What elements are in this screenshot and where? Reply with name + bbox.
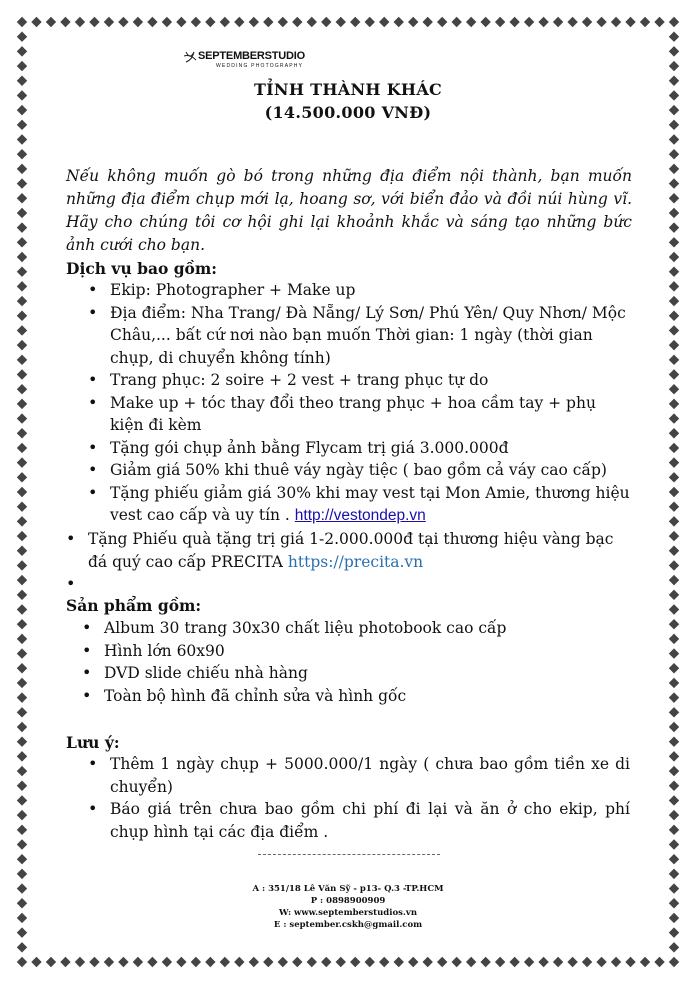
- border-diamond: [553, 17, 563, 27]
- border-diamond: [669, 164, 679, 174]
- border-diamond: [625, 957, 635, 967]
- border-diamond: [669, 311, 679, 321]
- border-diamond: [336, 17, 346, 27]
- border-diamond: [278, 957, 288, 967]
- border-diamond: [466, 17, 476, 27]
- border-diamond: [147, 957, 157, 967]
- border-diamond: [669, 736, 679, 746]
- border-diamond: [17, 766, 27, 776]
- border-diamond: [336, 957, 346, 967]
- border-diamond: [669, 648, 679, 658]
- border-diamond: [17, 311, 27, 321]
- logo-tagline: WEDDING PHOTOGRAPHY: [216, 63, 304, 69]
- border-diamond: [17, 222, 27, 232]
- border-diamond: [669, 590, 679, 600]
- border-diamond: [17, 619, 27, 629]
- border-diamond: [17, 722, 27, 732]
- logo-name: SEPTEMBERSTUDIO: [198, 50, 306, 62]
- footer-website: W: www.septemberstudios.vn: [278, 908, 417, 918]
- border-diamond: [17, 678, 27, 688]
- border-diamond: [17, 266, 27, 276]
- border-diamond: [669, 325, 679, 335]
- border-diamond: [596, 17, 606, 27]
- border-diamond: [509, 957, 519, 967]
- border-diamond: [321, 957, 331, 967]
- border-diamond: [17, 413, 27, 423]
- border-diamond: [17, 957, 27, 967]
- border-diamond: [669, 781, 679, 791]
- border-diamond: [480, 17, 490, 27]
- border-diamond: [205, 957, 215, 967]
- border-diamond: [17, 604, 27, 614]
- border-diamond: [451, 17, 461, 27]
- border-diamond: [365, 957, 375, 967]
- border-diamond: [350, 957, 360, 967]
- list-item: • Tặng gói chụp ảnh bằng Flycam trị giá 3.000.000đ: [110, 437, 632, 460]
- border-diamond: [17, 546, 27, 556]
- border-diamond: [669, 281, 679, 291]
- list-item: [110, 482, 632, 528]
- border-diamond: [234, 957, 244, 967]
- list-item: • DVD slide chiếu nhà hàng: [104, 662, 632, 685]
- border-diamond: [365, 17, 375, 27]
- border-diamond: [669, 193, 679, 203]
- studio-logo: [182, 48, 306, 72]
- border-diamond: [408, 17, 418, 27]
- border-diamond: [669, 487, 679, 497]
- border-diamond: [307, 957, 317, 967]
- border-diamond: [669, 252, 679, 262]
- border-diamond: [220, 957, 230, 967]
- list-item: • Make up + tóc thay đổi theo trang phục + hoa cầm tay + phụ kiện đi kèm: [110, 392, 632, 437]
- list-item: • Album 30 trang 30x30 chất liệu photobook cao cấp: [104, 617, 632, 640]
- border-diamond: [234, 17, 244, 27]
- border-diamond: [669, 17, 679, 27]
- border-diamond: [596, 957, 606, 967]
- border-diamond: [17, 252, 27, 262]
- gift-text: Tặng Phiếu quà tặng trị giá 1-2.000.000đ tại thương hiệu vàng bạc đá quý cao cấp PRECITA: [88, 530, 614, 571]
- border-diamond: [17, 810, 27, 820]
- border-diamond: [17, 692, 27, 702]
- price-title: (14.500.000 VNĐ): [264, 103, 432, 122]
- border-diamond: [437, 17, 447, 27]
- footer-address: A : 351/18 Lê Văn Sỹ - p13- Q.3 -TP.HCM: [252, 884, 444, 894]
- border-diamond: [60, 957, 70, 967]
- border-diamond: [17, 208, 27, 218]
- border-diamond: [669, 957, 679, 967]
- border-diamond: [17, 795, 27, 805]
- border-diamond: [538, 957, 548, 967]
- border-diamond: [17, 164, 27, 174]
- border-diamond: [669, 501, 679, 511]
- list-item: • Trang phục: 2 soire + 2 vest + trang phục tự do: [110, 369, 632, 392]
- border-diamond: [669, 222, 679, 232]
- border-diamond: [669, 340, 679, 350]
- border-diamond: [89, 957, 99, 967]
- border-diamond: [669, 560, 679, 570]
- border-diamond: [451, 957, 461, 967]
- border-diamond: [669, 384, 679, 394]
- border-diamond: [17, 781, 27, 791]
- border-diamond: [321, 17, 331, 27]
- border-diamond: [31, 957, 41, 967]
- gift-list: [88, 528, 632, 596]
- border-diamond: [17, 825, 27, 835]
- border-diamond: [17, 663, 27, 673]
- border-diamond: [669, 516, 679, 526]
- border-diamond: [669, 692, 679, 702]
- border-diamond: [669, 237, 679, 247]
- border-diamond: [524, 17, 534, 27]
- border-diamond: [669, 678, 679, 688]
- list-item: [88, 528, 632, 573]
- border-diamond: [17, 443, 27, 453]
- border-diamond: [118, 957, 128, 967]
- border-diamond: [17, 178, 27, 188]
- border-diamond: [17, 869, 27, 879]
- border-diamond: [60, 17, 70, 27]
- border-diamond: [17, 634, 27, 644]
- border-diamond: [17, 61, 27, 71]
- border-diamond: [408, 957, 418, 967]
- empty-list-item: [88, 573, 632, 596]
- border-diamond: [17, 31, 27, 41]
- border-diamond: [46, 957, 56, 967]
- border-diamond: [249, 957, 259, 967]
- border-diamond: [582, 957, 592, 967]
- border-diamond: [437, 957, 447, 967]
- border-diamond: [669, 178, 679, 188]
- border-diamond: [669, 399, 679, 409]
- border-diamond: [669, 722, 679, 732]
- list-item: • Giảm giá 50% khi thuê váy ngày tiệc ( bao gồm cả váy cao cấp): [110, 459, 632, 482]
- border-diamond: [394, 957, 404, 967]
- border-diamond: [17, 355, 27, 365]
- border-diamond: [625, 17, 635, 27]
- border-diamond: [292, 957, 302, 967]
- border-diamond: [17, 487, 27, 497]
- border-diamond: [669, 810, 679, 820]
- border-diamond: [89, 17, 99, 27]
- border-diamond: [17, 707, 27, 717]
- border-diamond: [104, 17, 114, 27]
- border-diamond: [509, 17, 519, 27]
- list-item: • Ekip: Photographer + Make up: [110, 279, 632, 302]
- border-diamond: [495, 957, 505, 967]
- border-diamond: [669, 428, 679, 438]
- border-diamond: [307, 17, 317, 27]
- border-diamond: [17, 648, 27, 658]
- border-diamond: [640, 17, 650, 27]
- border-diamond: [17, 516, 27, 526]
- border-diamond: [17, 340, 27, 350]
- border-diamond: [133, 17, 143, 27]
- list-item: • Thêm 1 ngày chụp + 5000.000/1 ngày ( chưa bao gồm tiền xe di chuyển): [110, 753, 630, 798]
- border-diamond: [582, 17, 592, 27]
- border-diamond: [17, 501, 27, 511]
- footer-divider: [258, 854, 440, 855]
- border-diamond: [669, 854, 679, 864]
- border-diamond: [17, 325, 27, 335]
- border-diamond: [17, 736, 27, 746]
- border-diamond: [17, 457, 27, 467]
- border-diamond: [75, 17, 85, 27]
- border-diamond: [654, 17, 664, 27]
- border-diamond: [17, 237, 27, 247]
- list-item: • Địa điểm: Nha Trang/ Đà Nẵng/ Lý Sơn/ Phú Yên/ Quy Nhơn/ Mộc Châu,... bất cứ nơi nào bạn muốn Thời gian: 1 ngày (thời gian chụp, di chuyển không tính): [110, 302, 632, 370]
- border-diamond: [524, 957, 534, 967]
- border-diamond: [480, 957, 490, 967]
- border-diamond: [17, 560, 27, 570]
- border-diamond: [17, 854, 27, 864]
- border-diamond: [220, 17, 230, 27]
- vest-link[interactable]: http://vestondep.vn: [294, 507, 426, 524]
- border-diamond: [669, 413, 679, 423]
- border-diamond: [133, 957, 143, 967]
- list-item: • Báo giá trên chưa bao gồm chi phí đi lại và ăn ở cho ekip, phí chụp hình tại các địa điểm .: [110, 798, 630, 843]
- border-diamond: [17, 575, 27, 585]
- border-diamond: [422, 957, 432, 967]
- notes-list: [110, 753, 630, 843]
- border-diamond: [669, 531, 679, 541]
- notes-heading: Lưu ý:: [66, 733, 120, 752]
- border-diamond: [75, 957, 85, 967]
- border-diamond: [17, 296, 27, 306]
- border-diamond: [176, 957, 186, 967]
- border-diamond: [17, 369, 27, 379]
- border-diamond: [17, 942, 27, 952]
- list-item: • Toàn bộ hình đã chỉnh sửa và hình gốc: [104, 685, 632, 708]
- border-diamond: [17, 134, 27, 144]
- border-diamond: [17, 428, 27, 438]
- border-diamond: [17, 399, 27, 409]
- border-diamond: [669, 766, 679, 776]
- border-diamond: [669, 208, 679, 218]
- border-diamond: [669, 369, 679, 379]
- border-diamond: [669, 795, 679, 805]
- border-diamond: [669, 825, 679, 835]
- border-diamond: [147, 17, 157, 27]
- border-diamond: [17, 193, 27, 203]
- border-diamond: [17, 590, 27, 600]
- intro-paragraph: Nếu không muốn gò bó trong những địa điểm nội thành, bạn muốn những địa điểm chụp mới lạ, hoang sơ, với biển đảo và đồi núi hùng vĩ. Hãy cho chúng tôi cơ hội ghi lại khoảnh khắc và sáng tạo những bức ảnh cưới cho bạn.: [66, 167, 632, 254]
- border-diamond: [422, 17, 432, 27]
- border-diamond: [379, 17, 389, 27]
- border-diamond: [669, 31, 679, 41]
- list-item: • Hình lớn 60x90: [104, 640, 632, 663]
- border-diamond: [669, 575, 679, 585]
- border-diamond: [669, 751, 679, 761]
- products-heading: Sản phẩm gồm:: [66, 596, 202, 615]
- page-title: TỈNH THÀNH KHÁC: [253, 80, 443, 99]
- border-diamond: [669, 266, 679, 276]
- border-diamond: [669, 942, 679, 952]
- border-diamond: [162, 17, 172, 27]
- border-diamond: [553, 957, 563, 967]
- products-list: [104, 617, 632, 707]
- border-diamond: [669, 546, 679, 556]
- border-diamond: [669, 443, 679, 453]
- precita-link[interactable]: https://precita.vn: [287, 552, 424, 571]
- border-diamond: [46, 17, 56, 27]
- border-diamond: [495, 17, 505, 27]
- border-diamond: [669, 663, 679, 673]
- border-diamond: [669, 604, 679, 614]
- border-diamond: [191, 957, 201, 967]
- border-diamond: [350, 17, 360, 27]
- border-diamond: [669, 46, 679, 56]
- border-diamond: [567, 17, 577, 27]
- border-diamond: [466, 957, 476, 967]
- border-diamond: [278, 17, 288, 27]
- border-diamond: [191, 17, 201, 27]
- border-diamond: [669, 472, 679, 482]
- border-diamond: [17, 149, 27, 159]
- border-diamond: [669, 149, 679, 159]
- border-diamond: [654, 957, 664, 967]
- vest-text: Tặng phiếu giảm giá 30% khi may vest tại Mon Amie, thương hiệu vest cao cấp và uy tín .: [110, 483, 630, 524]
- border-diamond: [669, 619, 679, 629]
- border-diamond: [205, 17, 215, 27]
- border-diamond: [17, 472, 27, 482]
- border-diamond: [263, 17, 273, 27]
- border-diamond: [669, 296, 679, 306]
- border-diamond: [669, 61, 679, 71]
- services-heading: Dịch vụ bao gồm:: [66, 259, 218, 278]
- border-diamond: [162, 957, 172, 967]
- border-diamond: [669, 707, 679, 717]
- border-diamond: [17, 384, 27, 394]
- border-diamond: [263, 957, 273, 967]
- border-diamond: [640, 957, 650, 967]
- border-diamond: [379, 957, 389, 967]
- border-diamond: [611, 17, 621, 27]
- border-diamond: [669, 869, 679, 879]
- border-diamond: [669, 839, 679, 849]
- border-diamond: [669, 355, 679, 365]
- border-diamond: [17, 751, 27, 761]
- footer-email: E : september.cskh@gmail.com: [273, 920, 423, 930]
- border-diamond: [17, 531, 27, 541]
- services-list: [110, 279, 632, 528]
- border-diamond: [249, 17, 259, 27]
- border-diamond: [17, 17, 27, 27]
- border-diamond: [17, 46, 27, 56]
- border-diamond: [611, 957, 621, 967]
- border-diamond: [17, 281, 27, 291]
- border-diamond: [118, 17, 128, 27]
- border-diamond: [176, 17, 186, 27]
- border-diamond: [17, 839, 27, 849]
- border-diamond: [292, 17, 302, 27]
- border-diamond: [104, 957, 114, 967]
- border-diamond: [31, 17, 41, 27]
- border-diamond: [394, 17, 404, 27]
- border-diamond: [669, 457, 679, 467]
- border-diamond: [538, 17, 548, 27]
- border-diamond: [669, 134, 679, 144]
- footer-phone: P : 0898900909: [310, 896, 386, 906]
- border-diamond: [567, 957, 577, 967]
- border-diamond: [669, 634, 679, 644]
